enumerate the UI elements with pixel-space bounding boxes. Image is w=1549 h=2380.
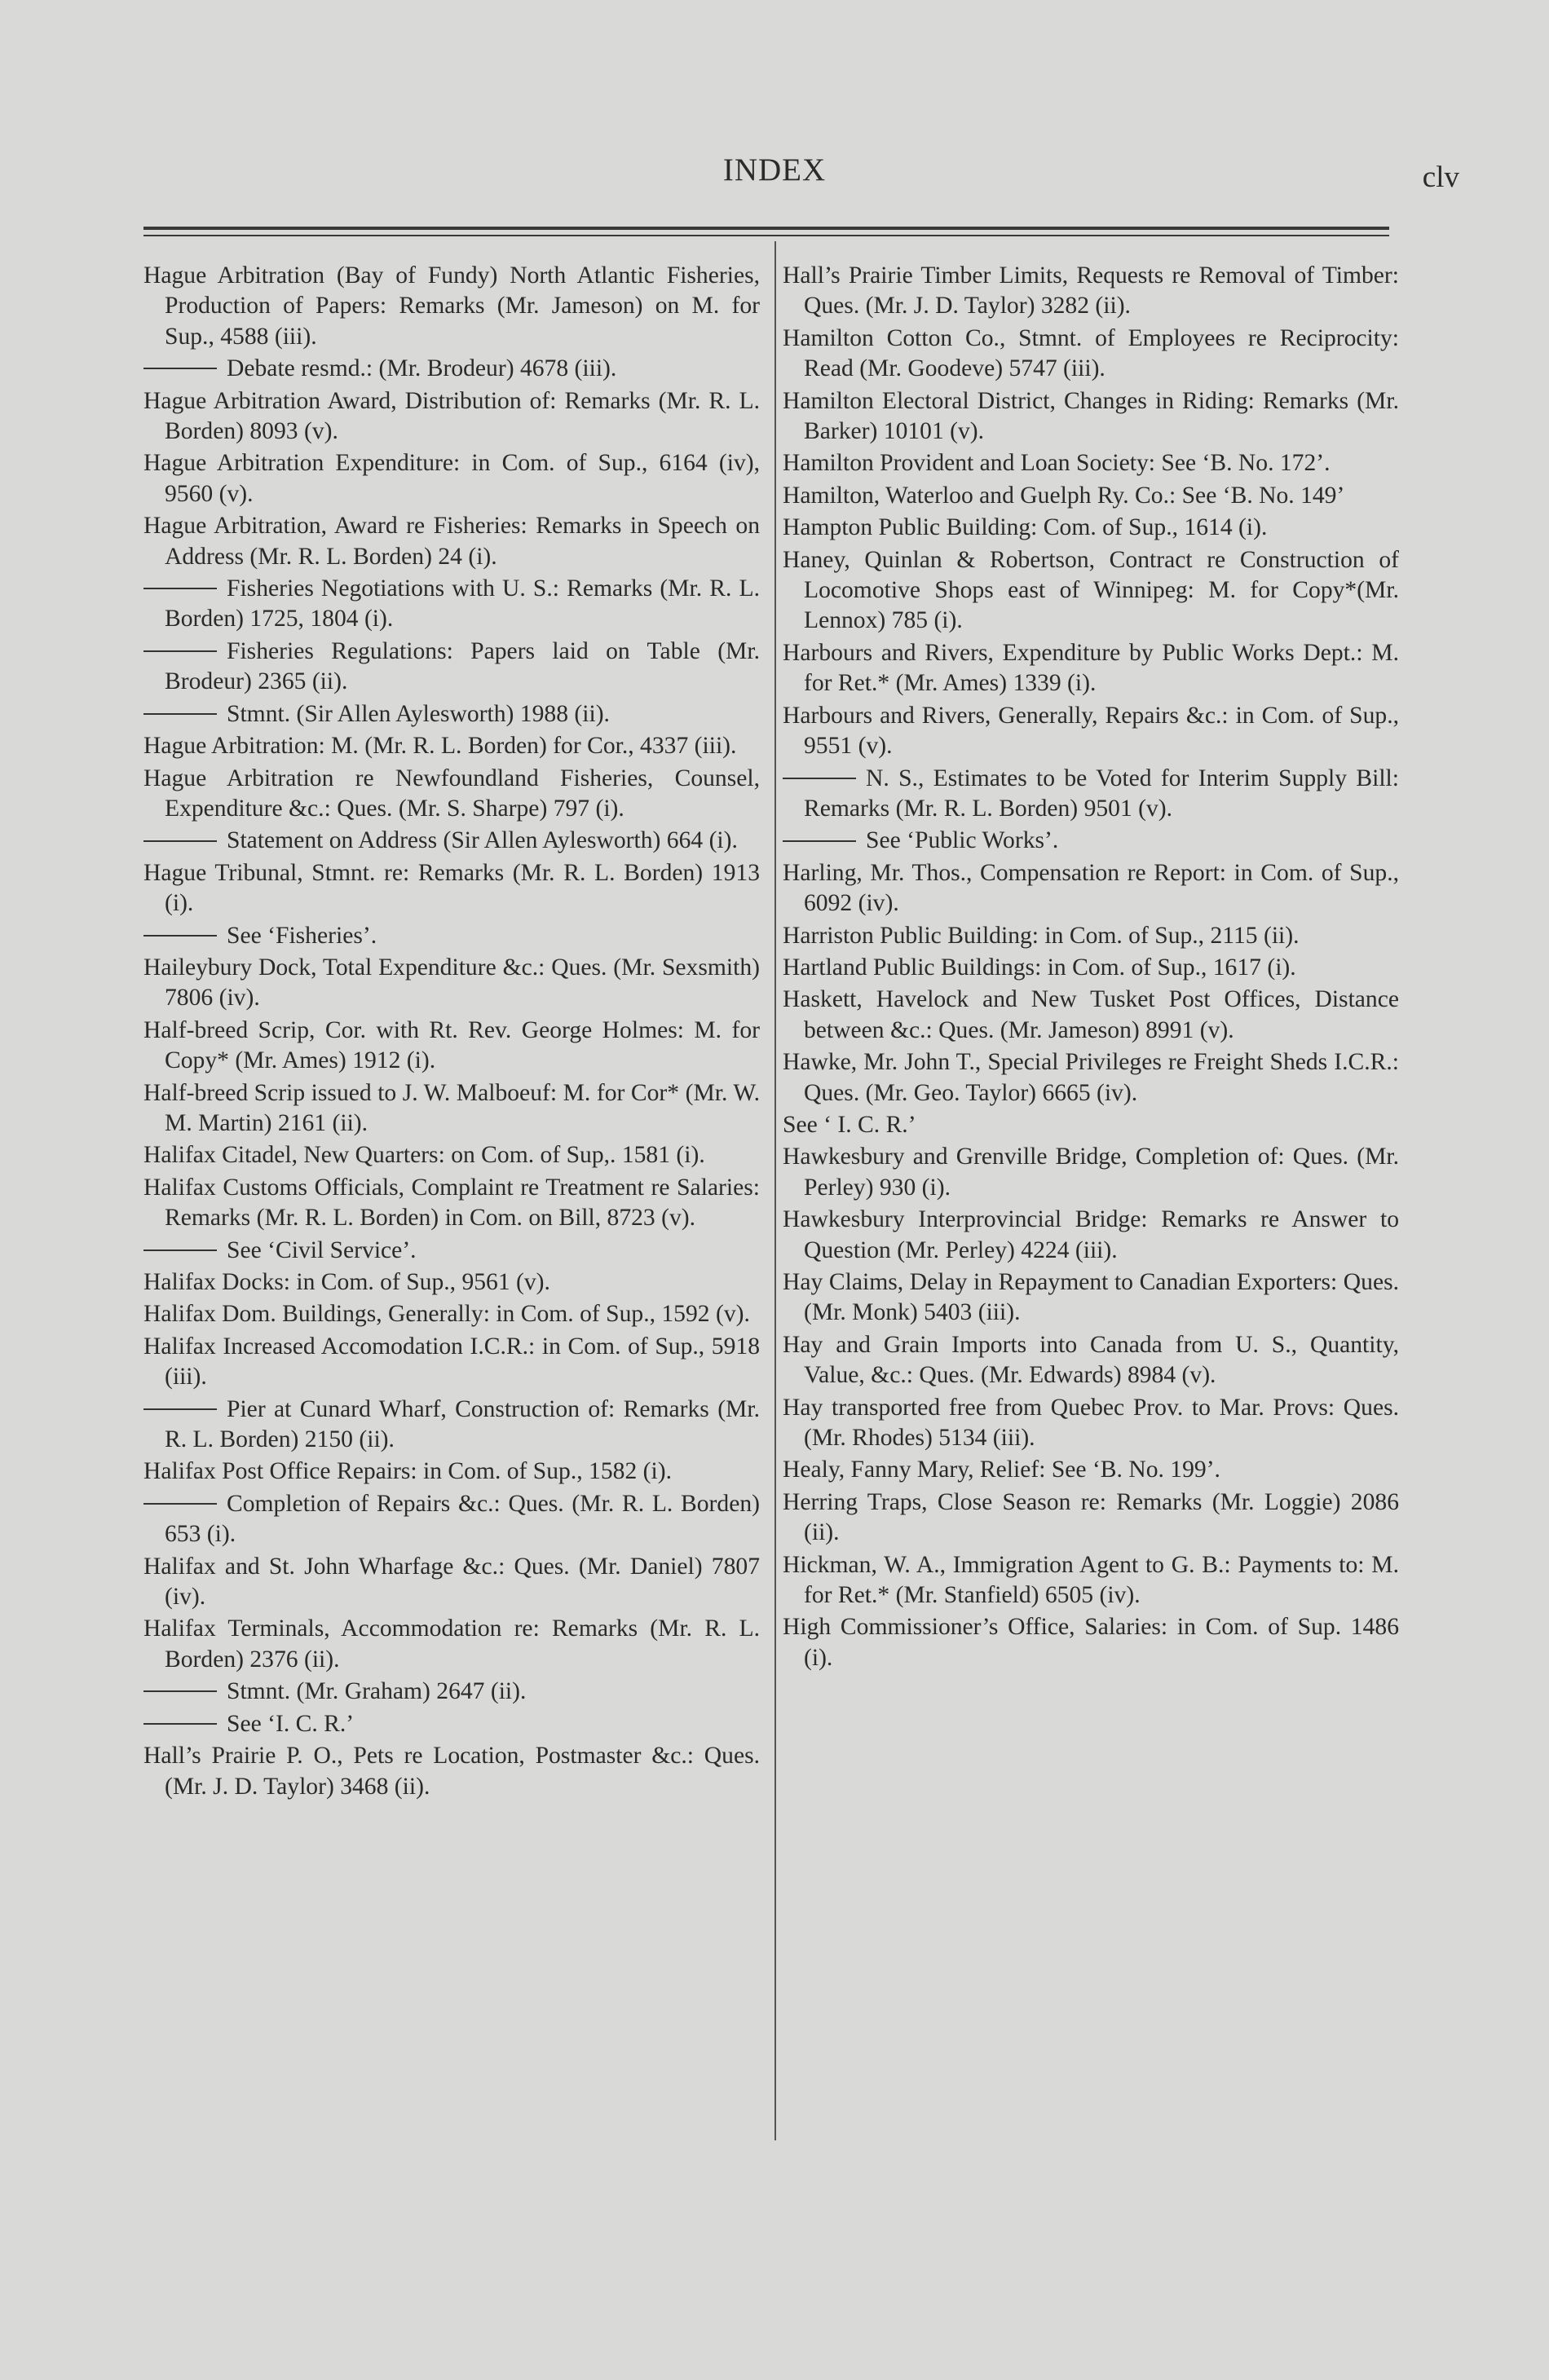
entry-text: See ‘I. C. R.’: [227, 1710, 355, 1737]
right-column: [783, 261, 1399, 1673]
page-title: INDEX: [722, 152, 827, 187]
ditto-dash: [143, 1503, 217, 1505]
entry-text: Hague Arbitration, Award re Fisheries: Remarks in Speech on Address (Mr. R. L. Borden) 24 (i).: [143, 513, 760, 570]
index-entry: [783, 1142, 1399, 1203]
ditto-dash: [143, 588, 217, 589]
entry-text: Hamilton Provident and Loan Society: See ‘B. No. 172’.: [783, 450, 1331, 477]
entry-text: Hamilton Cotton Co., Stmnt. of Employees re Reciprocity: Read (Mr. Goodeve) 5747 (iii).: [783, 324, 1399, 382]
entry-text: Hague Arbitration: M. (Mr. R. L. Borden) for Cor., 4337 (iii).: [143, 733, 737, 760]
entry-text: Halifax Docks: in Com. of Sup., 9561 (v).: [143, 1269, 550, 1295]
ditto-dash: [143, 935, 217, 937]
entry-text: Hawkesbury and Grenville Bridge, Completion of: Ques. (Mr. Perley) 930 (i).: [783, 1144, 1399, 1201]
entry-text: Hay Claims, Delay in Repayment to Canadian Exporters: Ques. (Mr. Monk) 5403 (iii).: [783, 1269, 1399, 1326]
index-entry: [783, 1488, 1399, 1549]
index-entry: [783, 858, 1399, 919]
index-entry: [143, 1614, 760, 1675]
index-entry: [783, 1267, 1399, 1329]
index-subentry: [143, 1489, 760, 1550]
entry-text: Hague Arbitration re Newfoundland Fisheries, Counsel, Expenditure &c.: Ques. (Mr. S. Sharpe) 797 (i).: [143, 765, 760, 822]
entry-text: Statement on Address (Sir Allen Aylesworth) 664 (i).: [227, 827, 738, 854]
index-entry: [143, 261, 760, 352]
index-entry: [783, 953, 1399, 983]
entry-text: Harriston Public Building: in Com. of Sup., 2115 (ii).: [783, 922, 1300, 949]
index-entry: [143, 511, 760, 572]
index-entry: [143, 731, 760, 761]
index-entry: [783, 1550, 1399, 1611]
index-entry: [783, 1205, 1399, 1266]
index-entry: [143, 1173, 760, 1234]
index-entry: [783, 448, 1399, 478]
entry-text: Haileybury Dock, Total Expenditure &c.: Ques. (Mr. Sexsmith) 7806 (iv).: [143, 954, 760, 1012]
entry-text: See ‘ I. C. R.’: [783, 1111, 916, 1138]
entry-text: Harling, Mr. Thos., Compensation re Report: in Com. of Sup., 6092 (iv).: [783, 859, 1399, 917]
entry-text: Fisheries Negotiations with U. S.: Remarks (Mr. R. L. Borden) 1725, 1804 (i).: [165, 575, 760, 632]
index-entry: [783, 1110, 1399, 1140]
ditto-dash: [143, 713, 217, 715]
index-entry: [143, 1267, 760, 1298]
index-entry: [143, 386, 760, 447]
index-subentry: [143, 1395, 760, 1456]
index-entry: [783, 701, 1399, 762]
index-subentry: [143, 826, 760, 856]
ditto-dash: [783, 840, 856, 842]
index-entry: [783, 638, 1399, 699]
ditto-dash: [143, 650, 217, 652]
header-rule-thin: [143, 235, 1389, 236]
entry-text: Hawke, Mr. John T., Special Privileges re Freight Sheds I.C.R.: Ques. (Mr. Geo. Taylor) 6665 (iv).: [783, 1049, 1399, 1106]
entry-text: Hickman, W. A., Immigration Agent to G. B.: Payments to: M. for Ret.* (Mr. Stanfield) 6505 (iv).: [783, 1551, 1399, 1609]
entry-text: Completion of Repairs &c.: Ques. (Mr. R. L. Borden) 653 (i).: [165, 1490, 760, 1548]
index-entry: [143, 764, 760, 825]
index-entry: [143, 953, 760, 1014]
ditto-dash: [143, 1408, 217, 1410]
entry-text: Halifax Dom. Buildings, Generally: in Com. of Sup., 1592 (v).: [143, 1301, 750, 1328]
column-divider: [774, 241, 776, 2140]
index-entry: [143, 1552, 760, 1613]
index-entry: [783, 324, 1399, 385]
index-entry: [783, 921, 1399, 951]
entry-text: Hawkesbury Interprovincial Bridge: Remarks re Answer to Question (Mr. Perley) 4224 (iii).: [783, 1206, 1399, 1263]
entry-text: Hamilton, Waterloo and Guelph Ry. Co.: See ‘B. No. 149’: [783, 482, 1345, 509]
entry-text: Hampton Public Building: Com. of Sup., 1614 (i).: [783, 514, 1268, 541]
entry-text: Hague Arbitration Award, Distribution of: Remarks (Mr. R. L. Borden) 8093 (v).: [143, 387, 760, 445]
page-number: clv: [1422, 161, 1459, 194]
entry-text: Halifax Increased Accomodation I.C.R.: in Com. of Sup., 5918 (iii).: [143, 1333, 760, 1391]
entry-text: Hall’s Prairie P. O., Pets re Location, Postmaster &c.: Ques. (Mr. J. D. Taylor) 3468 (ii).: [143, 1743, 760, 1800]
entry-text: Healy, Fanny Mary, Relief: See ‘B. No. 199’.: [783, 1457, 1220, 1483]
index-subentry: [143, 1236, 760, 1266]
entry-text: Hague Arbitration Expenditure: in Com. of Sup., 6164 (iv), 9560 (v).: [143, 450, 760, 507]
index-entry: [783, 1047, 1399, 1108]
entry-text: Stmnt. (Sir Allen Aylesworth) 1988 (ii).: [227, 700, 610, 727]
entry-text: Hay transported free from Quebec Prov. to Mar. Provs: Ques. (Mr. Rhodes) 5134 (iii).: [783, 1394, 1399, 1452]
entry-text: Halifax Terminals, Accommodation re: Remarks (Mr. R. L. Borden) 2376 (ii).: [143, 1615, 760, 1673]
index-entry: [143, 1457, 760, 1487]
index-entry: [783, 261, 1399, 322]
entry-text: Harbours and Rivers, Expenditure by Public Works Dept.: M. for Ret.* (Mr. Ames) 1339 (i).: [783, 639, 1399, 697]
index-subentry: [143, 921, 760, 951]
index-entry: [783, 1330, 1399, 1391]
index-entry: [783, 1612, 1399, 1673]
index-entry: [143, 448, 760, 509]
entry-text: N. S., Estimates to be Voted for Interim Supply Bill: Remarks (Mr. R. L. Borden) 9501 (v).: [804, 765, 1399, 822]
entry-text: Hague Arbitration (Bay of Fundy) North Atlantic Fisheries, Production of Papers: Remarks (Mr. Jameson) on M. for Sup., 4588 (iii).: [143, 262, 760, 350]
index-entry: [783, 985, 1399, 1046]
index-entry: [143, 1140, 760, 1170]
ditto-dash: [143, 840, 217, 842]
index-subentry: [783, 826, 1399, 856]
ditto-dash: [143, 368, 217, 369]
index-entry: [143, 1332, 760, 1393]
entry-text: Stmnt. (Mr. Graham) 2647 (ii).: [227, 1678, 527, 1705]
entry-text: Pier at Cunard Wharf, Construction of: Remarks (Mr. R. L. Borden) 2150 (ii).: [165, 1395, 760, 1453]
entry-text: Half-breed Scrip, Cor. with Rt. Rev. George Holmes: M. for Copy* (Mr. Ames) 1912 (i).: [143, 1016, 760, 1074]
entry-text: See ‘Fisheries’.: [227, 922, 377, 949]
index-entry: [143, 1299, 760, 1329]
entry-text: Half-breed Scrip issued to J. W. Malboeuf: M. for Cor* (Mr. W. M. Martin) 2161 (ii).: [143, 1079, 760, 1136]
index-entry: [783, 481, 1399, 511]
entry-text: Halifax and St. John Wharfage &c.: Ques. (Mr. Daniel) 7807 (iv).: [143, 1553, 760, 1611]
entry-text: Hartland Public Buildings: in Com. of Sup., 1617 (i).: [783, 954, 1296, 981]
entry-text: Herring Traps, Close Season re: Remarks (Mr. Loggie) 2086 (ii).: [783, 1488, 1399, 1546]
entry-text: Hay and Grain Imports into Canada from U. S., Quantity, Value, &c.: Ques. (Mr. Edwards) 8984 (v).: [783, 1331, 1399, 1389]
ditto-dash: [783, 778, 856, 779]
index-entry: [783, 386, 1399, 447]
index-entry: [783, 513, 1399, 543]
ditto-dash: [143, 1690, 217, 1692]
index-entry: [143, 1078, 760, 1139]
left-column: [143, 261, 760, 1802]
entry-text: Debate resmd.: (Mr. Brodeur) 4678 (iii).: [227, 355, 617, 382]
index-entry: [143, 858, 760, 919]
entry-text: Haskett, Havelock and New Tusket Post Offices, Distance between &c.: Ques. (Mr. Jameson) 8991 (v).: [783, 986, 1399, 1043]
entry-text: Halifax Post Office Repairs: in Com. of Sup., 1582 (i).: [143, 1458, 672, 1485]
index-subentry: [143, 354, 760, 384]
entry-text: See ‘Civil Service’.: [227, 1236, 417, 1263]
index-subentry: [143, 1677, 760, 1707]
entry-text: Harbours and Rivers, Generally, Repairs &c.: in Com. of Sup., 9551 (v).: [783, 702, 1399, 760]
entry-text: High Commissioner’s Office, Salaries: in Com. of Sup. 1486 (i).: [783, 1614, 1399, 1671]
index-subentry: [143, 574, 760, 635]
index-entry: [783, 1393, 1399, 1454]
ditto-dash: [143, 1723, 217, 1725]
index-subentry: [143, 637, 760, 698]
index-entry: [783, 545, 1399, 637]
entry-text: Haney, Quinlan & Robertson, Contract re Construction of Locomotive Shops east of Winnipeg: M. for Copy*(Mr. Lennox) 785 (i).: [783, 546, 1399, 634]
index-entry: [783, 1455, 1399, 1485]
header-rule-thick: [143, 227, 1389, 230]
entry-text: Halifax Citadel, New Quarters: on Com. of Sup,. 1581 (i).: [143, 1142, 705, 1169]
ditto-dash: [143, 1250, 217, 1251]
entry-text: Hamilton Electoral District, Changes in Riding: Remarks (Mr. Barker) 10101 (v).: [783, 387, 1399, 445]
entry-text: Hague Tribunal, Stmnt. re: Remarks (Mr. R. L. Borden) 1913 (i).: [143, 859, 760, 917]
index-entry: [143, 1016, 760, 1077]
entry-text: See ‘Public Works’.: [866, 827, 1059, 854]
entry-text: Hall’s Prairie Timber Limits, Requests re Removal of Timber: Ques. (Mr. J. D. Taylor) 3282 (ii).: [783, 262, 1399, 320]
entry-text: Halifax Customs Officials, Complaint re Treatment re Salaries: Remarks (Mr. R. L. Borden) in Com. on Bill, 8723 (v).: [143, 1174, 760, 1232]
entry-text: Fisheries Regulations: Papers laid on Table (Mr. Brodeur) 2365 (ii).: [165, 637, 760, 695]
index-entry: [143, 1741, 760, 1802]
index-subentry: [143, 1709, 760, 1739]
index-subentry: [143, 699, 760, 729]
index-subentry: [783, 764, 1399, 825]
